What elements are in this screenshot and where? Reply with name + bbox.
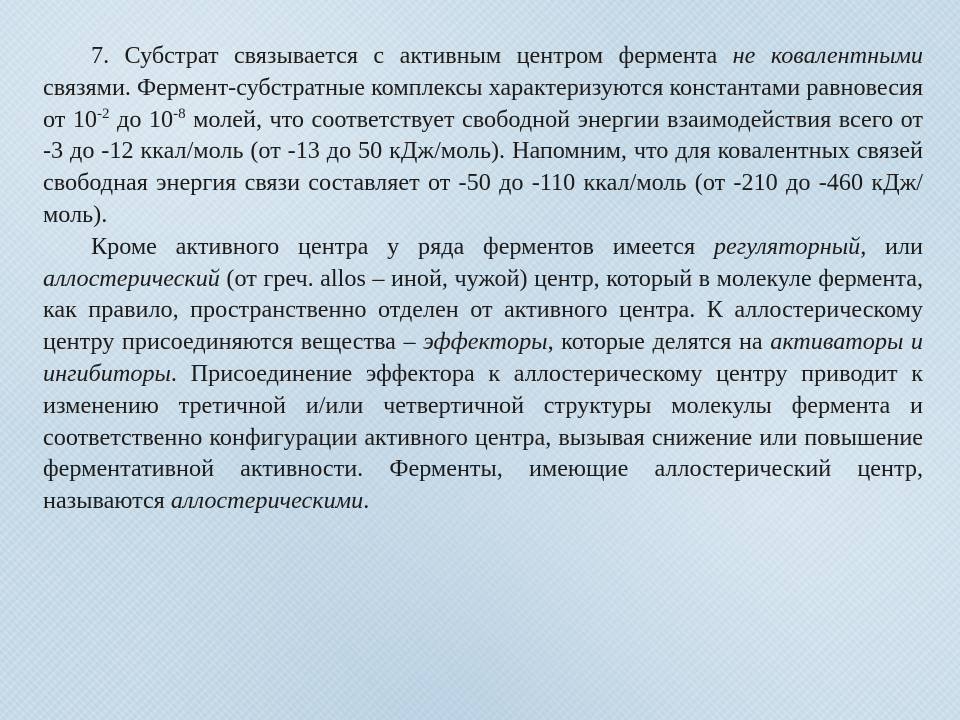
italic-term: аллостерическими	[170, 487, 364, 515]
exponent: -2	[97, 105, 110, 122]
italic-term: регуляторный,	[713, 232, 867, 260]
text-run: связями. Фермент-субстратные комплексы характеризуются константами равновесия от 10	[43, 73, 923, 133]
text-run: Кроме активного центра у ряда ферментов имеется	[91, 232, 714, 260]
text-run: 7. Субстрат связывается с активным центром фермента	[91, 42, 733, 69]
italic-term: активаторы и ингибиторы	[43, 328, 923, 387]
text-run: .	[363, 487, 370, 515]
slide-body	[43, 40, 923, 700]
text-run: или	[866, 232, 923, 260]
italic-term: эффекторы	[423, 328, 548, 356]
paragraph-allosteric-center	[43, 231, 923, 517]
text-run: , которые делятся на	[547, 328, 771, 356]
italic-term: не ковалентными	[732, 42, 923, 69]
text-run: до 10	[109, 105, 174, 133]
text-run: (от греч. allos – иной, чужой) центр, который в молекуле фермента, как правило, пространственно отделен от активного центра. К аллостерическому центру присоединяются вещества –	[43, 264, 923, 356]
italic-term: аллостерический	[43, 264, 220, 292]
text-run: молей, что соответствует свободной энергии взаимодействия всего от -3 до -12 ккал/моль (от -13 до 50 кДж/моль). Напомним, что для ковалентных связей свободная энергия связи составляет от -50 до -110 ккал/моль (от -210 до -460 кДж/моль).	[43, 105, 923, 228]
paragraph-substrate-binding	[43, 40, 923, 231]
text-run: . Присоединение эффектора к аллостерическому центру приводит к изменению третичной и/или четвертичной структуры молекулы фермента и соответственно конфигурации активного центра, вызывая снижение или повышение ферментативной активности. Ферменты, имеющие аллостерический центр, называются	[43, 359, 923, 515]
exponent: -8	[173, 105, 186, 122]
